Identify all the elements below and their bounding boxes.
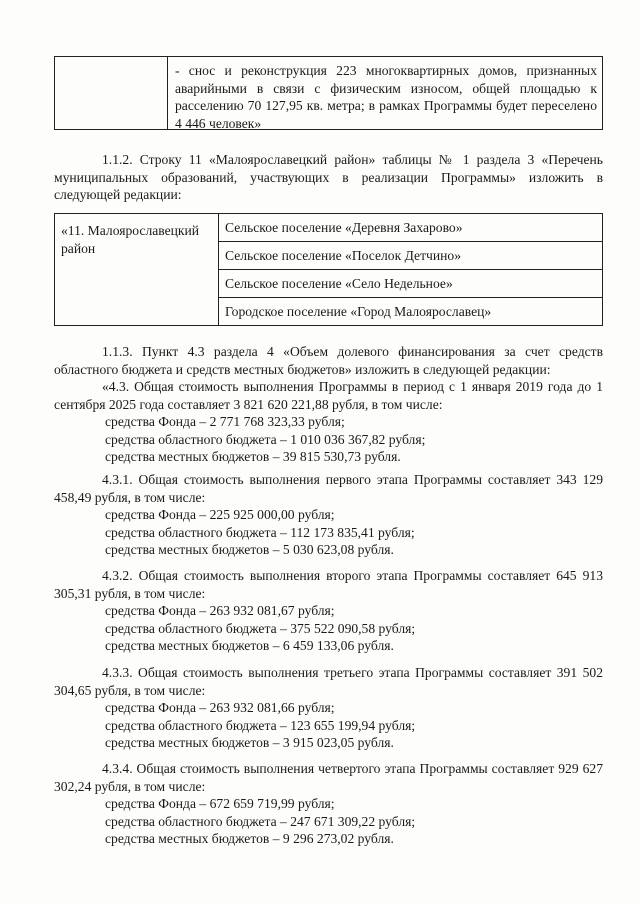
paragraph-4-3: «4.3. Общая стоимость выполнения Программы в период с 1 января 2019 года до 1 сентября 2025 года составляет 3 821 620 221,88 рубля, в том числе: — [54, 379, 603, 412]
funding-local-line: средства местных бюджетов – 39 815 530,73 рубля. — [105, 449, 401, 464]
settlement-row: Городское поселение «Город Малоярославец» — [225, 304, 492, 319]
funding-regional-line: средства областного бюджета – 112 173 835,41 рубля; — [105, 524, 415, 540]
funding-fund-line: средства Фонда – 2 771 768 323,33 рубля; — [105, 414, 345, 429]
funding-local-line: средства местных бюджетов – 3 915 023,05 рубля. — [105, 735, 394, 750]
section-4-3-4 — [54, 760, 603, 848]
funding-regional-line: средства областного бюджета – 247 671 309,22 рубля; — [105, 813, 416, 829]
table-right-cell: - снос и реконструкция 223 многоквартирных домов, признанных аварийными в связи с физическим износом, общей площадью к расселению 70 127,95 кв. метра; в рамках Программы будет переселено 4 446 человек» — [175, 63, 597, 131]
funding-fund-line: средства Фонда – 263 932 081,67 рубля; — [105, 603, 335, 618]
paragraph-1-1-2: 1.1.2. Строку 11 «Малоярославецкий район» таблицы № 1 раздела 3 «Перечень муниципальных образований, участвующих в реализации Программы» изложить в следующей редакции: — [54, 152, 603, 202]
funding-local-line: средства местных бюджетов – 6 459 133,06 рубля. — [105, 638, 394, 653]
funding-fund-line: средства Фонда – 225 925 000,00 рубля; — [105, 507, 335, 522]
funding-regional-line: средства областного бюджета – 123 655 199,94 рубля; — [105, 717, 416, 733]
funding-fund-line: средства Фонда – 263 932 081,66 рубля; — [105, 700, 335, 715]
section-4-3-3 — [54, 664, 603, 752]
funding-local-line: средства местных бюджетов – 9 296 273,02 рубля. — [105, 831, 394, 846]
funding-regional-line: средства областного бюджета – 375 522 090,58 рубля; — [105, 620, 416, 636]
paragraph-4-3-1: 4.3.1. Общая стоимость выполнения первого этапа Программы составляет 343 129 458,49 рубля, в том числе: — [54, 472, 603, 505]
section-4-3 — [54, 378, 603, 466]
district-table — [54, 213, 603, 326]
settlement-row: Сельское поселение «Деревня Захарово» — [219, 214, 603, 242]
paragraph-1-1-3: 1.1.3. Пункт 4.3 раздела 4 «Объем долевого финансирования за счет средств областного бюджета и средств местных бюджетов» изложить в следующей редакции: — [54, 344, 603, 377]
settlement-row: Сельское поселение «Поселок Детчино» — [219, 242, 603, 270]
paragraph-4-3-4: 4.3.4. Общая стоимость выполнения четвертого этапа Программы составляет 929 627 302,24 рубля, в том числе: — [54, 761, 603, 794]
paragraph-4-3-2: 4.3.2. Общая стоимость выполнения второго этапа Программы составляет 645 913 305,31 рубля, в том числе: — [54, 568, 603, 601]
section-4-3-2 — [54, 567, 603, 655]
settlement-row: Сельское поселение «Село Недельное» — [219, 270, 603, 298]
funding-fund-line: средства Фонда – 672 659 719,99 рубля; — [105, 796, 335, 811]
continuation-table — [54, 56, 603, 130]
table-left-cell — [55, 57, 168, 129]
funding-regional-line: средства областного бюджета – 1 010 036 367,82 рубля; — [105, 431, 426, 447]
paragraph-4-3-3: 4.3.3. Общая стоимость выполнения третьего этапа Программы составляет 391 502 304,65 рубля, в том числе: — [54, 665, 603, 698]
section-4-3-1 — [54, 471, 603, 559]
funding-local-line: средства местных бюджетов – 5 030 623,08 рубля. — [105, 542, 394, 557]
district-cell: «11. Малоярославецкий район — [55, 214, 219, 325]
